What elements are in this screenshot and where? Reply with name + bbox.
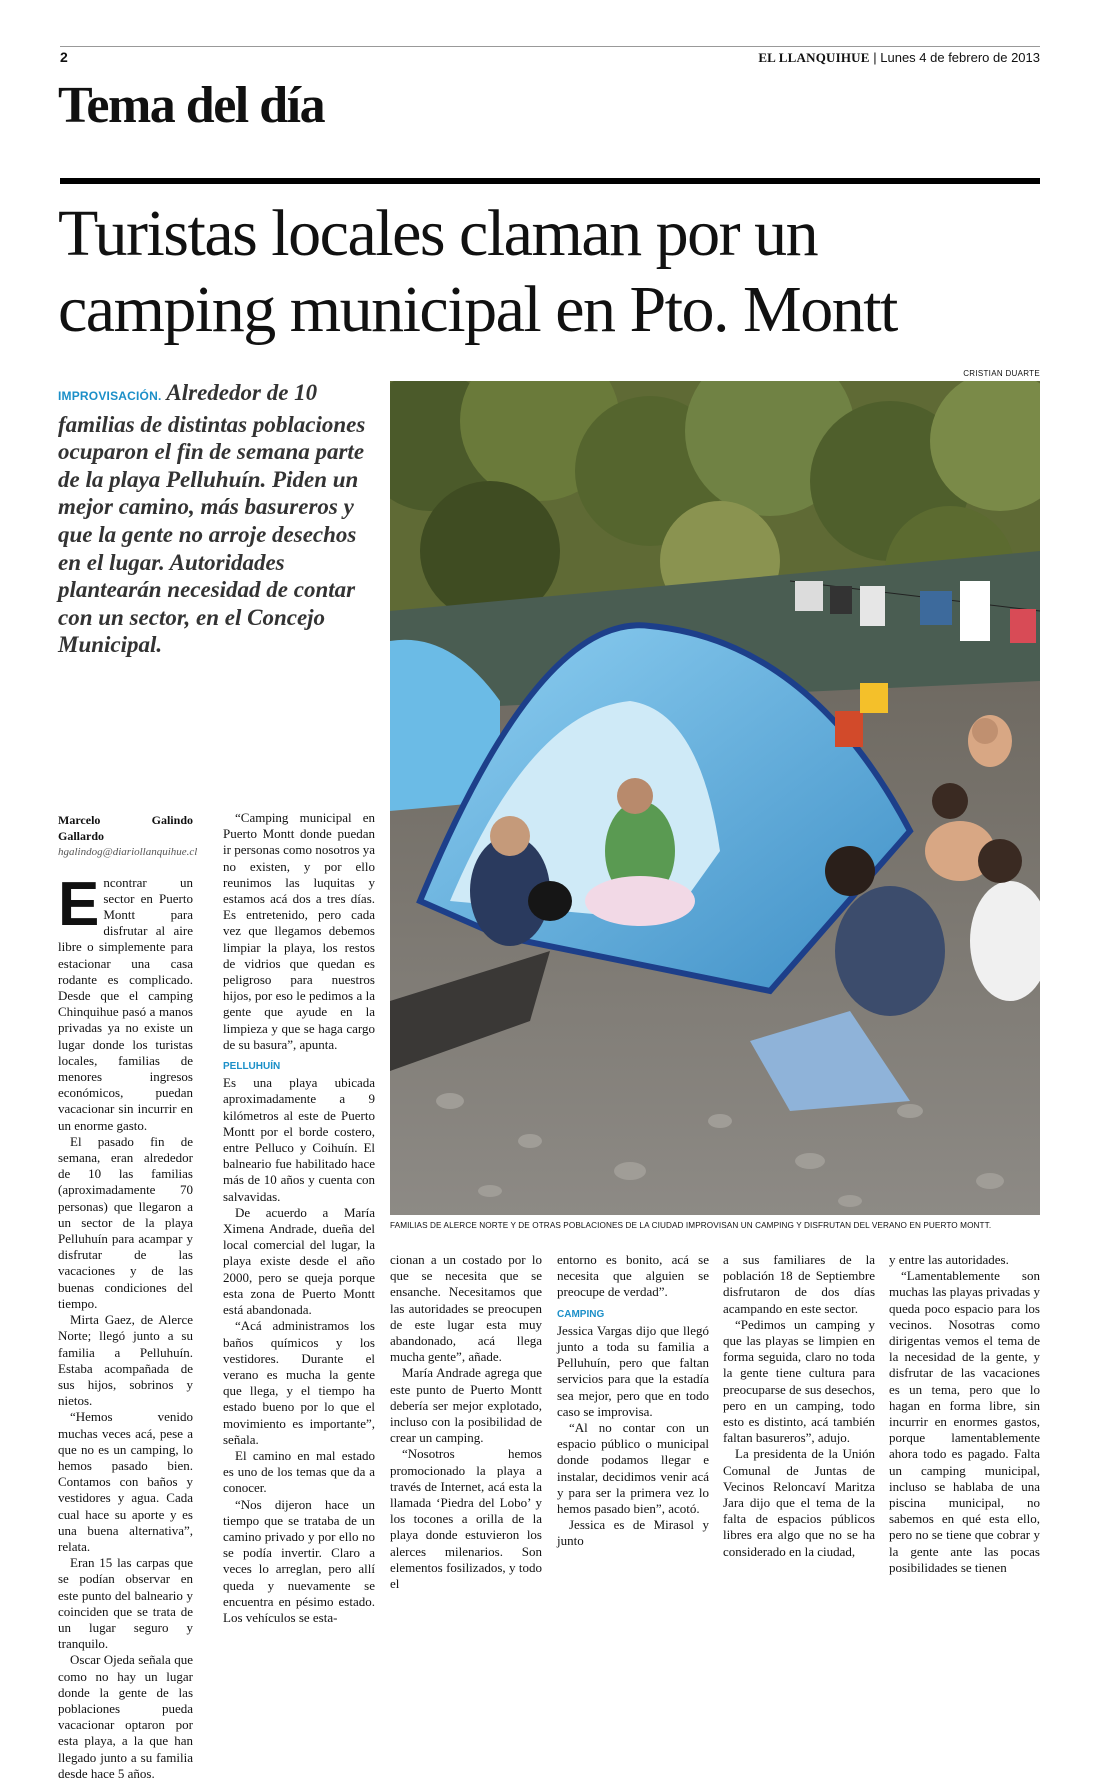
first-paragraph: Encontrar un sector en Puerto Montt para disfrutar al aire libre o simplemente para estacionar una casa rodante es complicado. Desde que el camping Chinquihue pasó a manos privadas ya no existe un lugar donde los turistas locales, familias de menores ingresos económicos, puedan vacacionar sin incurrir en un enorme gasto. xyxy=(58,869,193,1133)
body-paragraph: a sus familiares de la población 18 de Septiembre disfrutaron de dos días acampando en este sector. xyxy=(723,1252,875,1316)
article-photo xyxy=(390,381,1040,1215)
body-paragraph: La presidenta de la Unión Comunal de Juntas de Vecinos Reloncaví Maritza Jara dijo que el tema de la falta de espacios públicos libres era algo que no se ha considerado en la ciudad, xyxy=(723,1446,875,1559)
body-paragraph: “Hemos venido muchas veces acá, pese a que no es un camping, lo hemos pasado bien. Contamos con baños y vestidores y agua. Cada cual hace su aporte y es una buena alternativa”, relata. xyxy=(58,1409,193,1554)
top-rule xyxy=(60,46,1040,47)
body-paragraph: cionan a un costado por lo que se necesita que se ensanche. Necesitamos que las autoridades se preocupen de este lugar esta muy abandonado, acá llega mucha gente”, añade. xyxy=(390,1252,542,1365)
camping-photo-illustration xyxy=(390,381,1040,1215)
body-paragraph: “Al no contar con un espacio público o municipal donde podamos llegar e instalar, decidimos venir acá y para ser la primera vez lo hemos pasado bien”, acotó. xyxy=(557,1420,709,1517)
body-paragraph: “Camping municipal en Puerto Montt donde puedan ir personas como nosotros ya no existen, y por ello reunimos las luquitas y estamos acá dos a tres días. Es entretenido, pero cada vez que llegamos debemos limpiar la playa, los restos de vidrios que quedan es peligroso para nuestros hijos, por eso le pedimos a la gente que ayude en la limpieza y que se haga cargo de su basura”, apunta. xyxy=(223,810,375,1052)
section-title: Tema del día xyxy=(58,77,325,134)
body-paragraph: “Nosotros hemos promocionado la playa a través de Internet, acá esta la llamada ‘Piedra del Lobo’ y los tocones a orilla de la playa donde estuvieron los alerces milenarios. Son elementos fosilizados, y todo el xyxy=(390,1446,542,1592)
body-paragraph: Jessica Vargas dijo que llegó junto a toda su familia a Pelluhuín, pero que faltan servicios para que la estadía sea mejor, pero que en todo caso se improvisa. xyxy=(557,1322,709,1419)
body-paragraph: Eran 15 las carpas que se podían observar en este punto del balneario y coinciden que se trata de un lugar seguro y tranquilo. xyxy=(58,1555,193,1652)
photo-caption: FAMILIAS DE ALERCE NORTE Y DE OTRAS POBLACIONES DE LA CIUDAD IMPROVISAN UN CAMPING Y DISFRUTAN DEL VERANO EN PUERTO MONTT. xyxy=(390,1221,992,1230)
author-email: hgalindog@diariollanquihue.cl xyxy=(58,846,198,859)
issue-date: Lunes 4 de febrero de 2013 xyxy=(880,50,1040,65)
column-1 xyxy=(58,812,198,1782)
subheading-camping: CAMPING xyxy=(557,1308,605,1320)
body-paragraph: “Nos dijeron hace un tiempo que se trataba de un camino privado y por ello no se podía invertir. Claro a veces lo arreglan, pero allí queda y nuevamente se encuentra en pésimo estado. Los vehículos se esta- xyxy=(223,1496,375,1625)
page-number: 2 xyxy=(60,49,68,65)
body-paragraph: “Lamentablemente son muchas las playas privadas y queda poco espacio para los vecinos. Nosotras como dirigentas vemos el tema de la necesidad de la gente, y disfrutar de las vacaciones es un tema, pero que lo hagan en forma libre, sin incurrir en enormes gastos, porque lamentablemente ahora todo es pagado. Falta un camping municipal, incluso se hablaba de una piscina municipal, no sabemos en qué esta ello, pero no se tiene que cobrar y la gente ante las pocas posibilidades se tienen xyxy=(889,1268,1040,1575)
body-paragraph: y entre las autoridades. xyxy=(889,1252,1009,1267)
body-paragraph: Jessica es de Mirasol y junto xyxy=(557,1517,709,1549)
body-paragraph: entorno es bonito, acá se necesita que alguien se preocupe de verdad”. xyxy=(557,1252,709,1300)
masthead: EL LLANQUIHUE | Lunes 4 de febrero de 2013 xyxy=(758,50,1040,65)
body-paragraph: “Pedimos un camping y que las playas se limpien en forma seguida, claro no toda la gente tiene cultura para preocuparse de sus desechos, pero en un camping, todo esto es distinto, acá también faltan basureros”, adujo. xyxy=(723,1316,875,1446)
lead-paragraph xyxy=(58,379,380,659)
column-3 xyxy=(390,1252,542,1592)
column-4 xyxy=(557,1252,709,1550)
column-2 xyxy=(223,810,375,1626)
body-paragraph: El camino en mal estado es uno de los temas que da a conocer. xyxy=(223,1447,375,1496)
author-name: Marcelo Galindo Gallardo xyxy=(58,813,193,844)
body-paragraph: “Acá administramos los baños químicos y los vestidores. Durante el verano es mucha la gente que llega, y el tiempo ha estado bueno por lo que el movimiento es importante”, señala. xyxy=(223,1318,375,1447)
headline: Turistas locales claman por un camping municipal en Pto. Montt xyxy=(58,197,897,346)
column-6 xyxy=(889,1252,1040,1576)
body-paragraph: Mirta Gaez, de Alerce Norte; llegó junto a su familia a Pelluhuín. Estaba acompañada de sus hijos, sobrinos y nietos. xyxy=(58,1312,193,1409)
kicker: IMPROVISACIÓN. xyxy=(58,389,162,403)
body-paragraph: María Andrade agrega que este punto de Puerto Montt debería ser mejor explotado, incluso con la posibilidad de crear un camping. xyxy=(390,1365,542,1446)
paper-name: EL LLANQUIHUE xyxy=(758,50,870,65)
subheading-pelluhuin: PELLUHUÍN xyxy=(223,1061,281,1073)
drop-cap: E xyxy=(58,869,100,939)
body-paragraph: El pasado fin de semana, eran alrededor de 10 las familias (aproximadamente 70 personas) que llegaron a un sector de la playa Pelluhuín para acampar y disfrutar de las vacaciones y de las buenas condiciones del tiempo. xyxy=(58,1133,193,1311)
photo-credit: CRISTIAN DUARTE xyxy=(963,369,1040,378)
section-rule xyxy=(60,178,1040,184)
body-paragraph: De acuerdo a María Ximena Andrade, dueña del local comercial del lugar, la playa existe desde el año 2000, pero se queja porque esta zona de Puerto Montt está abandonada. xyxy=(223,1204,375,1318)
body-paragraph: Es una playa ubicada aproximadamente a 9 kilómetros al este de Puerto Montt por el borde costero, entre Pelluco y Coihuín. El balneario fue habilitado hace más de 10 años y cuenta con salvavidas. xyxy=(223,1075,375,1204)
column-5 xyxy=(723,1252,875,1560)
lead-text: Alrededor de 10 familias de distintas poblaciones ocuparon el fin de semana parte de la playa Pelluhuín. Piden un mejor camino, más basureros y que la gente no arroje desechos en el lugar. Autoridades plantearán necesidad de contar con un sector, en el Concejo Municipal. xyxy=(58,380,366,658)
body-paragraph: Oscar Ojeda señala que como no hay un lugar donde la gente de las poblaciones pueda vacacionar optaron por esta playa, a la que han llegado junto a su familia desde hace 5 años. xyxy=(58,1652,193,1781)
